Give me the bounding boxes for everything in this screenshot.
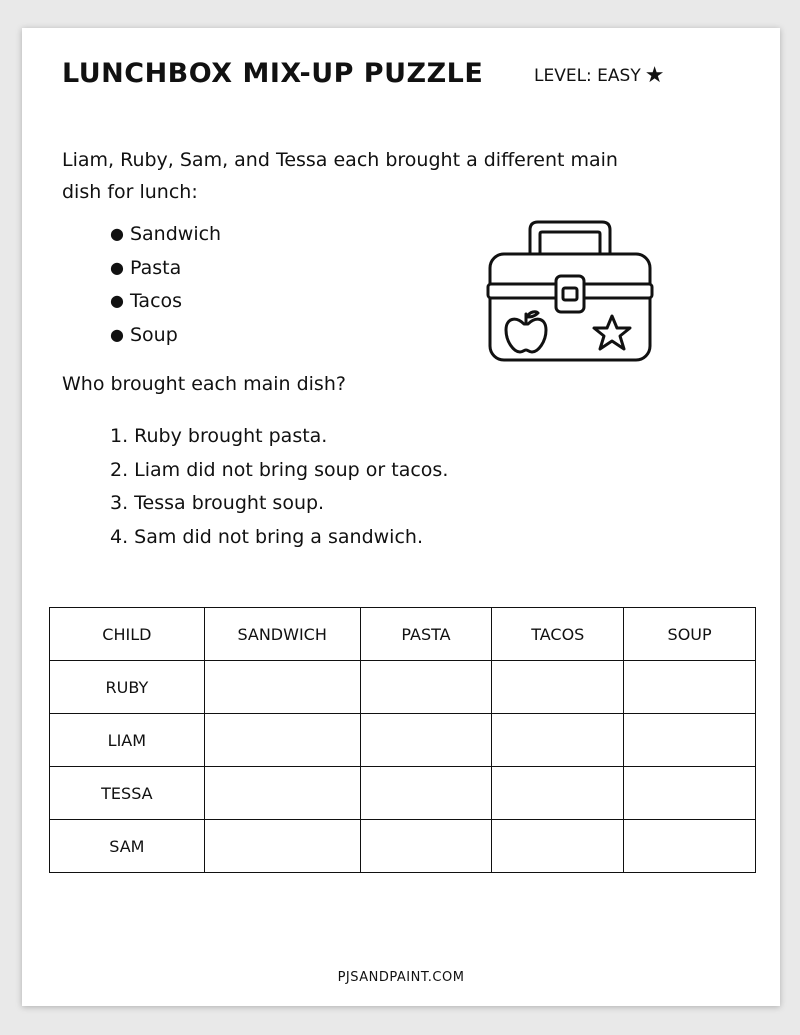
table-header-row — [50, 608, 756, 661]
row-label: LIAM — [50, 714, 205, 767]
question-text: Who brought each main dish? — [62, 373, 346, 395]
intro-text: Liam, Ruby, Sam, and Tessa each brought a different main dish for lunch: — [62, 149, 618, 203]
answer-cell[interactable] — [360, 661, 492, 714]
column-header-tacos: TACOS — [492, 608, 624, 661]
clue-item: 3. Tessa brought soup. — [110, 492, 325, 514]
star-icon — [594, 316, 630, 349]
answer-cell[interactable] — [360, 820, 492, 873]
answer-cell[interactable] — [492, 767, 624, 820]
column-header-soup: SOUP — [624, 608, 756, 661]
answer-cell[interactable] — [492, 820, 624, 873]
answer-cell[interactable] — [360, 767, 492, 820]
answer-cell[interactable] — [492, 714, 624, 767]
page-title: LUNCHBOX MIX-UP PUZZLE — [62, 58, 484, 89]
table-row — [50, 820, 756, 873]
table-row — [50, 661, 756, 714]
clue-item: 1. Ruby brought pasta. — [110, 425, 328, 447]
dish-list — [110, 218, 221, 352]
row-label: TESSA — [50, 767, 205, 820]
level-label: LEVEL: EASY — [534, 66, 641, 86]
list-item: ● Sandwich — [110, 218, 221, 252]
worksheet-page — [22, 28, 780, 1006]
column-header-pasta: PASTA — [360, 608, 492, 661]
answer-cell[interactable] — [204, 820, 360, 873]
list-item: ● Pasta — [110, 252, 221, 286]
clue-item: 4. Sam did not bring a sandwich. — [110, 525, 423, 548]
row-label: RUBY — [50, 661, 205, 714]
answer-cell[interactable] — [360, 714, 492, 767]
footer-site-url: PJSANDPAINT.COM — [337, 970, 465, 985]
table-row — [50, 767, 756, 820]
table-row — [50, 714, 756, 767]
clue-list — [110, 420, 448, 554]
answer-cell[interactable] — [624, 767, 756, 820]
lunchbox-icon — [486, 218, 654, 363]
answer-cell[interactable] — [624, 820, 756, 873]
answer-cell[interactable] — [204, 767, 360, 820]
apple-icon — [506, 312, 546, 352]
row-label: SAM — [50, 820, 205, 873]
answer-cell[interactable] — [624, 714, 756, 767]
answer-cell[interactable] — [204, 714, 360, 767]
answer-grid — [49, 607, 756, 873]
difficulty-level — [534, 62, 664, 87]
star-icon: ★ — [644, 63, 665, 88]
answer-cell[interactable] — [492, 661, 624, 714]
clue-item: 2. Liam did not bring soup or tacos. — [110, 458, 449, 481]
answer-cell[interactable] — [204, 661, 360, 714]
answer-cell[interactable] — [624, 661, 756, 714]
list-item: ● Tacos — [110, 285, 221, 319]
list-item: ● Soup — [110, 319, 221, 353]
column-header-sandwich: SANDWICH — [204, 608, 360, 661]
column-header-child: CHILD — [50, 608, 205, 661]
